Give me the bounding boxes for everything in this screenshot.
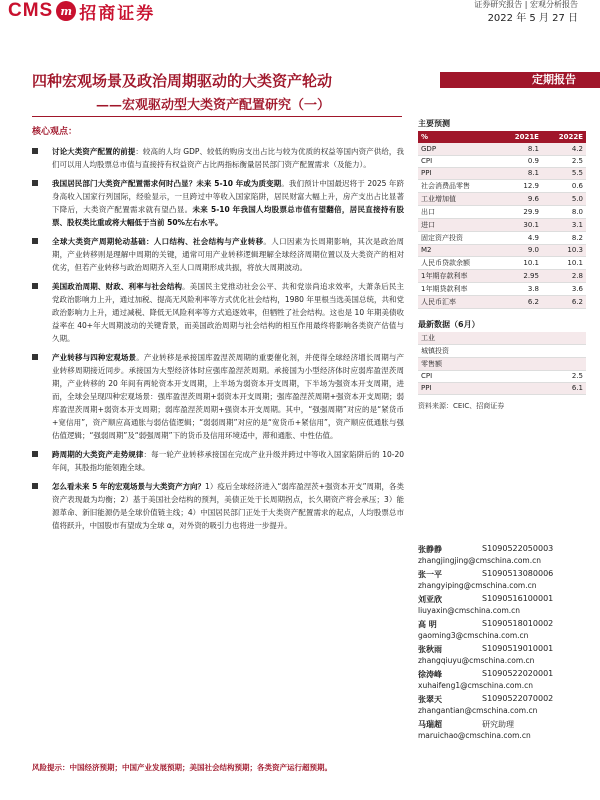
- latest-value: [530, 332, 586, 345]
- core-point: [32, 280, 404, 345]
- indicator-name: CPI: [418, 155, 498, 167]
- core-views: [32, 124, 404, 538]
- forecast-value: 2.95: [498, 269, 542, 282]
- analyst-id: S1090518010002: [482, 619, 554, 628]
- analyst-entry: [418, 544, 588, 566]
- forecast-value: 30.1: [498, 218, 542, 231]
- analyst-name: 徐涛峰: [418, 670, 442, 679]
- report-tag: 定期报告: [440, 72, 600, 88]
- core-point: [32, 235, 404, 274]
- indicator-name: 1年期贷款利率: [418, 282, 498, 295]
- analyst-id: S1090522050003: [482, 544, 554, 553]
- forecast-header-row: [418, 131, 586, 143]
- table-row: [418, 179, 586, 192]
- point-lead: 全球大类资产周期轮动基础：人口结构、社会结构与产业转移: [52, 237, 264, 246]
- risk-label: 风险提示：: [32, 763, 70, 772]
- analyst-name: 马瑞超: [418, 720, 442, 729]
- report-date: 2022 年 5 月 27 日: [487, 13, 578, 24]
- indicator-name: GDP: [418, 143, 498, 155]
- analyst-name: 张翠天: [418, 695, 442, 704]
- indicator-name: M2: [418, 244, 498, 256]
- bullet-icon: [32, 451, 38, 457]
- forecast-table: [418, 131, 586, 309]
- forecast-header: %: [418, 131, 498, 143]
- report-title: 四种宏观场景及政治周期驱动的大类资产轮动: [32, 72, 333, 90]
- analyst-email[interactable]: xuhaifeng1@cmschina.com.cn: [418, 681, 533, 690]
- forecast-value: 8.1: [498, 143, 542, 155]
- indicator-name: 进口: [418, 218, 498, 231]
- bullet-icon: [32, 283, 38, 289]
- analyst-list: [418, 544, 588, 744]
- page-header: [0, 0, 600, 30]
- report-subtitle: ——宏观驱动型大类资产配置研究（一）: [96, 98, 331, 113]
- core-point: [32, 448, 404, 474]
- point-text: 。产业转移是承接国库盈涅茨周期的重要催化剂，并使得全球经济增长周期与产业转移周期接近同步。承接国为大型经济体时应强库盈涅茨周期。承接国为小型经济体时应弱库盈涅茨周期，产业转移的 20 年间有两轮资本开支周期，上半场为弱资本开支周期，下半场为强资本开支周期，进而，全球会呈现四种宏观场景：强库盈涅茨周期+弱资本开支周期；强库盈涅茨周期+强资本开支周期；弱库盈涅茨周期+弱资本开支周期；弱库盈涅茨周期+强资本开支周期。其中，“强强周期”对应的是“紧货币+宽信用”，资产顺应高通胀与弱估值逻辑；“弱弱周期”对应的是“宽货币+紧信用”，资产顺应低通胀与强估值逻辑；“强弱周期”及“弱强周期”下的货币及信用环境适中，滞和通胀、中性估值。: [52, 353, 405, 440]
- forecast-value: 10.1: [542, 256, 586, 269]
- table-row: [418, 282, 586, 295]
- forecast-value: 8.0: [542, 205, 586, 218]
- point-text: 。美国民主党推动社会公平、共和党崇尚追求效率，大萧条后民主党政治影响力上升，通过加税、提高无风险利率等方式优化社会结构，1980 年里根当选美国总统，共和党政治影响力上升，通过减税、降低无风险利率等方式追逐效率，但牺牲了社会结构。这也是 10 年期美债收益率在 40+年大周期波动的关键背景，而美国政治周期与社会结构的相互作用最终将影响各类资产估值与久期。: [52, 282, 405, 343]
- forecast-value: 3.6: [542, 282, 586, 295]
- point-text: ：每一轮产业转移承接国在完成产业升级并跨过中等收入国家陷阱后的 10-20 年间，其股指均能领跑全球。: [52, 450, 404, 472]
- title-divider: [32, 116, 402, 117]
- forecast-header: 2021E: [498, 131, 542, 143]
- table-row: [418, 231, 586, 244]
- latest-value: [530, 357, 586, 370]
- indicator-name: 社会消费品零售: [418, 179, 498, 192]
- analyst-email[interactable]: gaoming3@cmschina.com.cn: [418, 631, 529, 640]
- header-meta: [474, 0, 578, 26]
- indicator-name: 零售额: [418, 357, 530, 370]
- table-row: [418, 218, 586, 231]
- table-row: [418, 143, 586, 155]
- forecast-value: 5.5: [542, 167, 586, 179]
- indicator-name: PPI: [418, 167, 498, 179]
- analyst-id: S1090522070002: [482, 694, 554, 703]
- analyst-email[interactable]: liuyaxin@cmschina.com.cn: [418, 606, 521, 615]
- risk-warning: [32, 762, 404, 774]
- indicator-name: 固定资产投资: [418, 231, 498, 244]
- core-point: [32, 177, 404, 229]
- forecast-title: 主要预测: [418, 119, 450, 128]
- forecast-value: 5.0: [542, 192, 586, 205]
- analyst-email[interactable]: zhangantian@cmschina.com.cn: [418, 706, 538, 715]
- latest-value: [530, 344, 586, 357]
- indicator-name: 城镇投资: [418, 344, 530, 357]
- core-point: [32, 351, 404, 442]
- point-emphasis: 未来 5-10 年我国人均股票总市值有望翻倍，居民直接持有股票、股权类比重或将大幅低于当前 50%左右水平。: [52, 205, 405, 227]
- analyst-entry: [418, 644, 588, 666]
- table-row: [418, 344, 586, 357]
- analyst-entry: [418, 719, 588, 741]
- forecast-value: 29.9: [498, 205, 542, 218]
- analyst-name: 张静静: [418, 545, 442, 554]
- point-lead: 我国居民部门大类资产配置需求何时凸显？未来 5-10 年或为质变期: [52, 179, 282, 188]
- forecast-value: 9.6: [498, 192, 542, 205]
- core-point: [32, 480, 404, 532]
- logo-badge-icon: m: [56, 1, 76, 21]
- table-row: [418, 357, 586, 370]
- analyst-entry: [418, 619, 588, 641]
- table-row: [418, 332, 586, 345]
- forecast-value: 2.8: [542, 269, 586, 282]
- report-type: 证券研究报告 | 宏观分析报告: [474, 0, 578, 9]
- analyst-entry: [418, 694, 588, 716]
- data-source: 资料来源：CEIC、招商证券: [418, 401, 505, 410]
- point-text: 。人口因素为长周期影响，其次是政治周期，产业转移则是理解中周期的关键，通常可用产业转移逻辑理解全球经济周期位置以及大类资产的相对优劣，但若产业转移与政治周期齐入至人口周期形成共振，将放大周期波动。: [52, 237, 405, 272]
- point-lead: 怎么看未来 5 年的宏观场景与大类资产方向？: [52, 482, 206, 491]
- forecast-value: 4.9: [498, 231, 542, 244]
- bullet-icon: [32, 354, 38, 360]
- logo-cn: 招商证券: [79, 3, 156, 24]
- indicator-name: 人民币贷款余额: [418, 256, 498, 269]
- sidebar: [418, 118, 586, 411]
- analyst-entry: [418, 569, 588, 591]
- indicator-name: 出口: [418, 205, 498, 218]
- bullet-icon: [32, 483, 38, 489]
- analyst-id: S1090522020001: [482, 669, 554, 678]
- indicator-name: 工业: [418, 332, 530, 345]
- analyst-email[interactable]: zhangqiuyu@cmschina.com.cn: [418, 656, 535, 665]
- point-lead: 产业转移与四种宏观场景: [52, 353, 137, 362]
- forecast-value: 8.1: [498, 167, 542, 179]
- analyst-email[interactable]: maruichao@cmschina.com.cn: [418, 731, 531, 740]
- forecast-value: 10.3: [542, 244, 586, 256]
- forecast-value: 0.9: [498, 155, 542, 167]
- latest-value: 6.1: [530, 382, 586, 394]
- analyst-entry: [418, 594, 588, 616]
- indicator-name: 1年期存款利率: [418, 269, 498, 282]
- recent-table: [418, 332, 586, 395]
- recent-title: 最新数据（6月）: [418, 319, 480, 329]
- indicator-name: 人民币汇率: [418, 295, 498, 308]
- forecast-value: 9.0: [498, 244, 542, 256]
- point-lead: 跨周期的大类资产走势规律: [52, 450, 144, 459]
- forecast-value: 10.1: [498, 256, 542, 269]
- analyst-email[interactable]: zhangyiping@cmschina.com.cn: [418, 581, 537, 590]
- table-row: [418, 244, 586, 256]
- table-row: [418, 155, 586, 167]
- forecast-value: 6.2: [542, 295, 586, 308]
- logo-en: CMS: [8, 0, 54, 21]
- latest-value: 2.5: [530, 370, 586, 382]
- core-label: 核心观点：: [32, 127, 78, 137]
- forecast-value: 4.2: [542, 143, 586, 155]
- forecast-value: 2.5: [542, 155, 586, 167]
- table-row: [418, 167, 586, 179]
- indicator-name: PPI: [418, 382, 530, 394]
- forecast-value: 3.8: [498, 282, 542, 295]
- point-text: ：较高的人均 GDP、较低的购房支出占比与较为优质的权益等国内资产供给，我们可以用人均股票总市值与直接持有权益资产占比两指标衡量居民部门资产配置需求（及能力）。: [52, 147, 404, 169]
- indicator-name: 工业增加值: [418, 192, 498, 205]
- analyst-id: S1090513080006: [482, 569, 554, 578]
- table-row: [418, 205, 586, 218]
- analyst-name: 张一平: [418, 570, 442, 579]
- table-row: [418, 382, 586, 394]
- bullet-icon: [32, 238, 38, 244]
- forecast-value: 12.9: [498, 179, 542, 192]
- table-row: [418, 370, 586, 382]
- table-row: [418, 192, 586, 205]
- analyst-name: 高 明: [418, 620, 437, 629]
- analyst-entry: [418, 669, 588, 691]
- table-row: [418, 256, 586, 269]
- forecast-value: 6.2: [498, 295, 542, 308]
- forecast-header: 2022E: [542, 131, 586, 143]
- forecast-value: 8.2: [542, 231, 586, 244]
- risk-text: 中国经济预期；中国产业发展预期；美国社会结构预期；各类资产运行超预期。: [69, 763, 332, 772]
- analyst-id: S1090516100001: [482, 594, 554, 603]
- analyst-name: 刘亚欣: [418, 595, 442, 604]
- table-row: [418, 269, 586, 282]
- bullet-icon: [32, 180, 38, 186]
- point-lead: 美国政治周期、财政、利率与社会结构: [52, 282, 183, 291]
- analyst-name: 张秋雨: [418, 645, 442, 654]
- analyst-email[interactable]: zhangjingjing@cmschina.com.cn: [418, 556, 541, 565]
- company-logo: [8, 0, 155, 22]
- table-row: [418, 295, 586, 308]
- point-text: 1）疫后全球经济进入“弱库盈涅茨+强资本开支”周期，各类资产表现最为均衡；2）基于美国社会结构的预判，美债正处于长周期拐点，长久期资产将会承压；3）能源革命、新旧能源仍是全球价值链主线；4）中国居民部门正处于大类资产配置需求的起点，人均股票总市值将跃升，中国股市有望成为全球 α，对外资的吸引力也将进一步提升。: [52, 482, 404, 530]
- point-lead: 讨论大类资产配置的前提: [52, 147, 136, 156]
- point-text: 。我们预计中国最迟将于 2025 年跻身高收入国家行列国际，经验显示，一旦跨过中等收入国家陷阱，居民财富大幅上升，房产支出占比显著下降后，大类资产配置需求就有望凸显。: [52, 179, 404, 214]
- analyst-id: S1090519010001: [482, 644, 554, 653]
- bullet-icon: [32, 148, 38, 154]
- forecast-value: 0.6: [542, 179, 586, 192]
- analyst-id: 研究助理: [482, 720, 514, 729]
- core-point: [32, 145, 404, 171]
- indicator-name: CPI: [418, 370, 530, 382]
- forecast-value: 3.1: [542, 218, 586, 231]
